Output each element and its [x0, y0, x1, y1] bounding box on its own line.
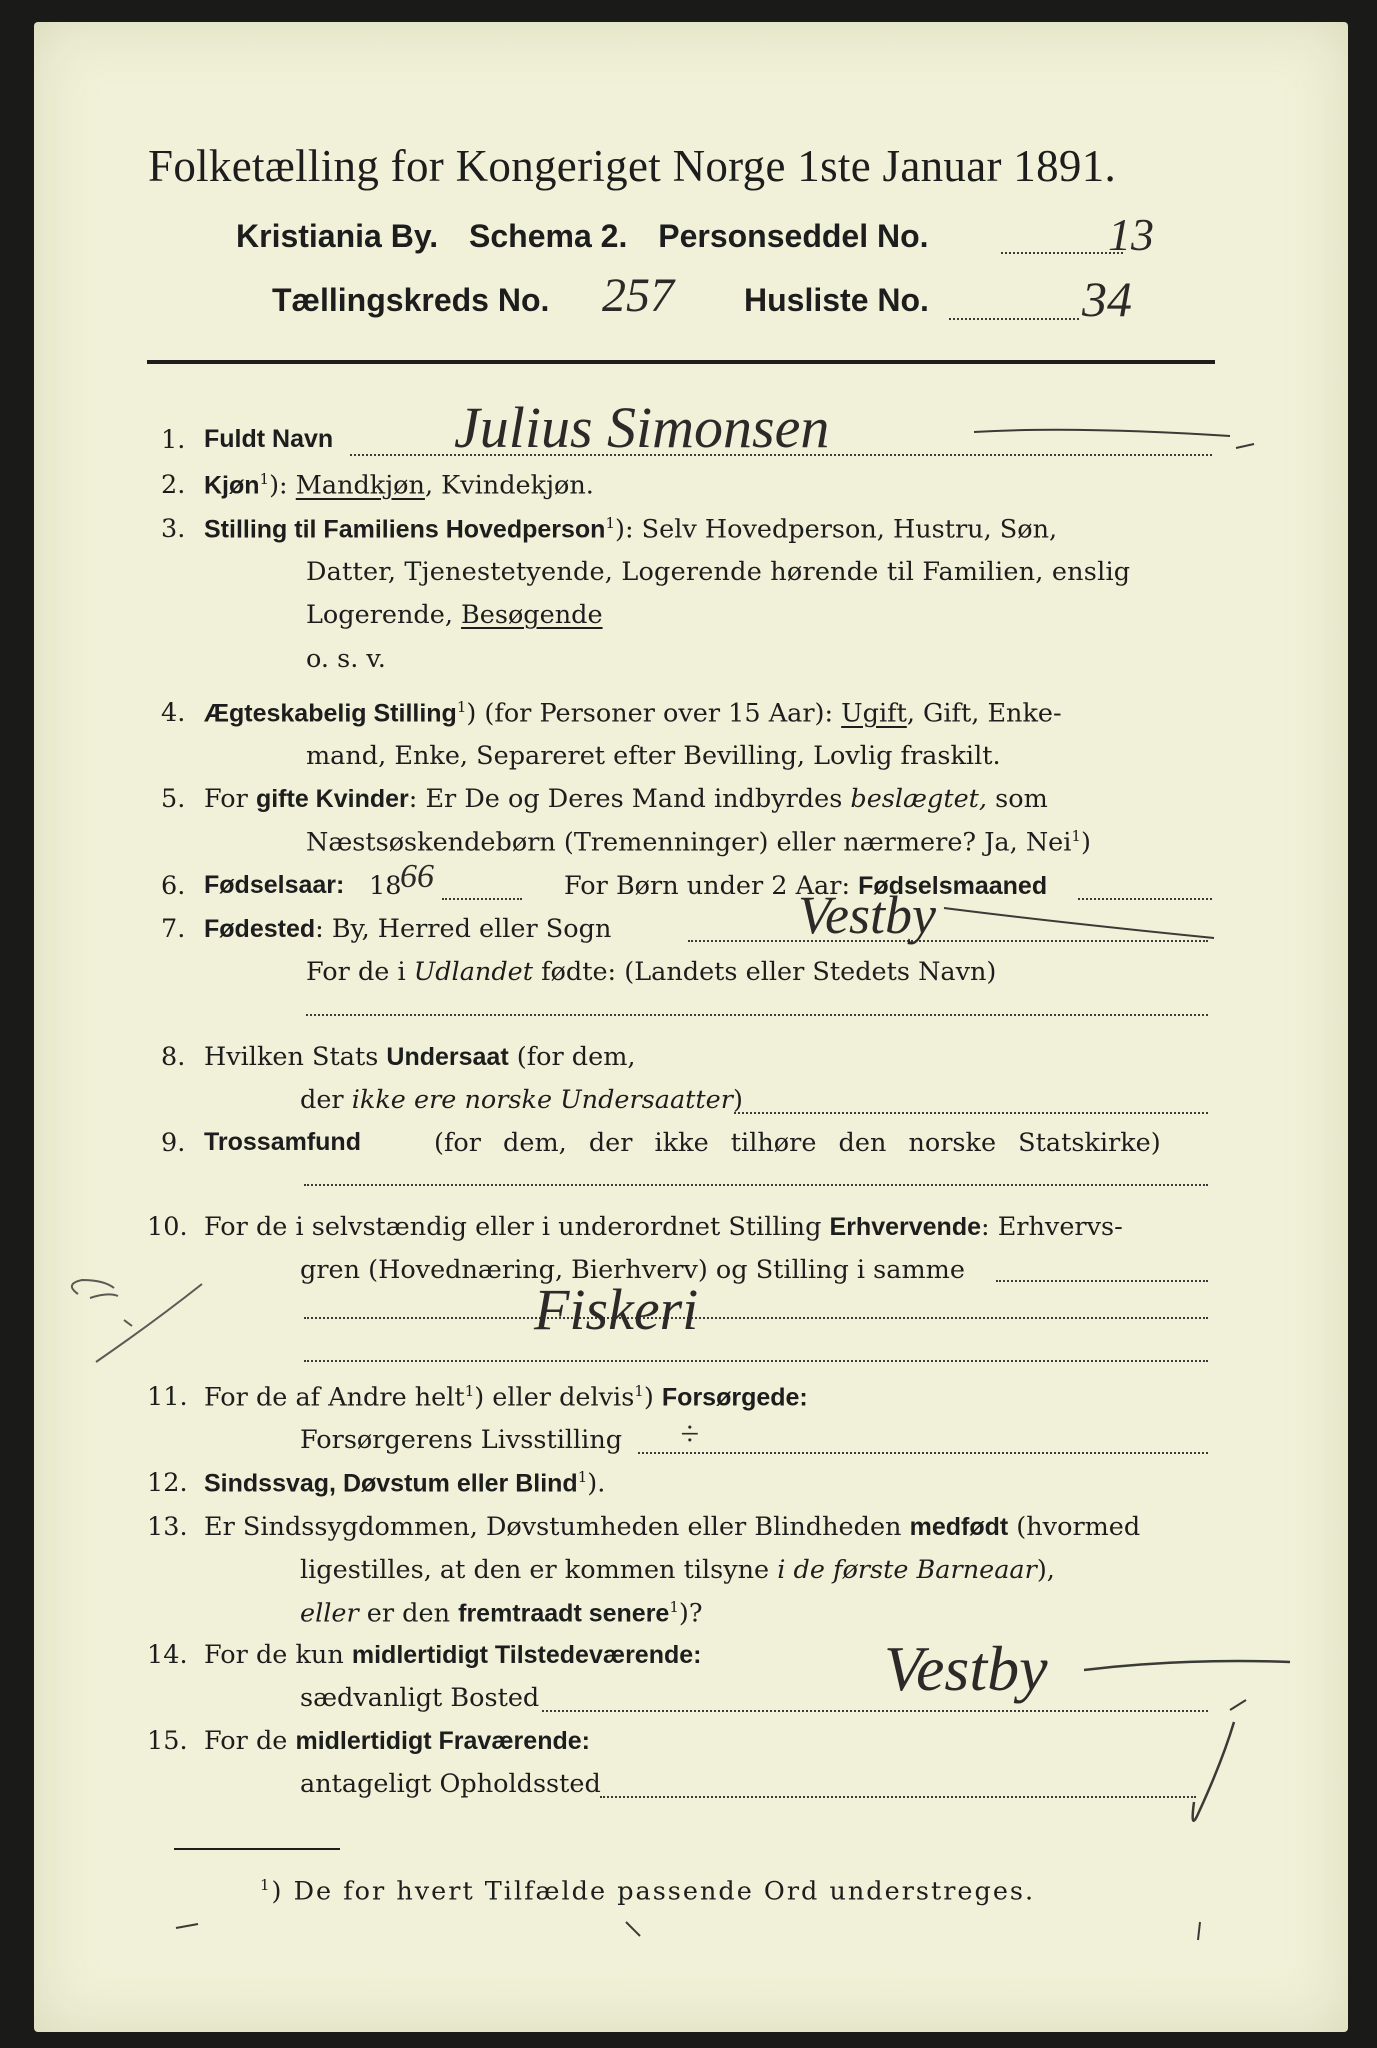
q5-label-pre: For — [204, 784, 256, 814]
q11-line2: Forsørgerens Livsstilling — [300, 1425, 623, 1455]
q14-flourish-stroke — [1084, 1661, 1290, 1670]
q11-footnote-ref-b: 1 — [634, 1382, 644, 1400]
q11-footnote-ref-a: 1 — [464, 1382, 475, 1400]
q12-label: Sindssvag, Døvstum eller Blind — [204, 1469, 578, 1498]
margin-slash-stroke — [96, 1284, 202, 1362]
q14-answer: Vestby — [884, 1633, 1048, 1704]
q13-label2: fremtraadt senere — [458, 1599, 670, 1628]
q11-label: Forsørgede: — [661, 1383, 808, 1412]
city-label: Kristiania By. — [236, 218, 439, 254]
q10-answer: Fiskeri — [534, 1277, 699, 1342]
q1-flourish-stroke — [974, 430, 1230, 436]
q8-line2-post: ) — [732, 1085, 743, 1115]
q7-line2-post: fødte: (Landets eller Stedets Navn) — [533, 957, 997, 987]
margin-dot-stroke — [124, 1320, 132, 1326]
form-title: Folketælling for Kongeriget Norge 1ste Januar 1891. — [148, 141, 1117, 191]
q8-label: Undersaat — [386, 1043, 509, 1071]
q14-line1-pre: For de kun — [204, 1640, 352, 1670]
footnote-ref: 1 — [260, 1876, 272, 1894]
q10-number: 10. — [147, 1212, 188, 1242]
q9-number: 9. — [161, 1128, 186, 1158]
q15-number: 15. — [147, 1726, 188, 1756]
q2-number: 2. — [161, 470, 186, 500]
q10-line2: gren (Hovednæring, Bierhverv) og Stilling i samme — [300, 1255, 965, 1285]
kreds-number: 257 — [602, 269, 674, 322]
q2-label: Kjøn — [204, 471, 260, 500]
q7-answer: Vestby — [798, 885, 936, 945]
q12-close: ). — [587, 1468, 606, 1499]
q8-line1-pre: Hvilken Stats — [204, 1042, 387, 1072]
q1-answer: Julius Simonsen — [454, 395, 830, 460]
q13-line2-italic: i de første Barneaar — [777, 1555, 1037, 1585]
personseddel-label: Personseddel No. — [658, 218, 929, 254]
q5-line1-post: som — [987, 784, 1048, 814]
q14-label: midlertidigt Tilstedeværende: — [351, 1641, 702, 1669]
q11-line1-mid: ) eller delvis — [474, 1382, 635, 1413]
q2-option-mandkjon: Mandkjøn — [295, 470, 425, 501]
q13-line3-mid: er den — [358, 1598, 459, 1629]
q13-line2-post: ), — [1036, 1555, 1055, 1585]
q13-number: 13. — [147, 1512, 188, 1542]
q2-footnote-ref: 1 — [259, 470, 270, 488]
q15-line1-pre: For de — [204, 1726, 296, 1756]
q3-option-besogende: Besøgende — [461, 600, 603, 630]
q15-label: midlertidigt Fraværende: — [295, 1727, 590, 1755]
q15-check-stroke — [1193, 1722, 1234, 1821]
q6-label: Fødselsaar: — [204, 871, 345, 899]
q8-line1-post: (for dem, — [508, 1042, 636, 1072]
q7-label: Fødested — [204, 915, 316, 943]
q11-line1-post: ) — [643, 1382, 662, 1413]
q15-line2: antageligt Opholdssted — [300, 1769, 601, 1799]
q6-label2: Fødselsmaaned — [858, 872, 1048, 900]
schema-label: Schema 2. — [469, 218, 628, 254]
q4-line1-mid: ) (for Personer over 15 Aar): — [466, 698, 842, 729]
q13-line1-post: (hvormed — [1008, 1512, 1141, 1542]
q7-line2-pre: For de i — [306, 957, 414, 987]
q6-mid-text: For Børn under 2 Aar: — [564, 871, 859, 901]
corner-tick-center — [626, 1922, 640, 1936]
q4-line1-post: , Gift, Enke- — [906, 698, 1062, 729]
q3-line1-text: ): Selv Hovedperson, Hustru, Søn, — [615, 514, 1058, 545]
q3-line4: o. s. v. — [306, 644, 386, 674]
q3-number: 3. — [161, 514, 186, 544]
margin-mark-stroke — [72, 1280, 118, 1298]
q10-label: Erhvervende — [829, 1213, 981, 1241]
q3-line3-pre: Logerende, — [306, 600, 462, 630]
q8-line2-italic: ikke ere norske Undersaatter — [351, 1085, 733, 1115]
q13-label: medfødt — [909, 1513, 1009, 1541]
q13-close: )? — [678, 1598, 703, 1629]
q5-line1-mid: : Er De og Deres Mand indbyrdes — [408, 784, 851, 814]
q14-tick-stroke — [1230, 1700, 1246, 1710]
q6-year-prefix: 18 — [369, 871, 402, 901]
q5-footnote-ref: 1 — [1071, 827, 1081, 845]
q4-footnote-ref: 1 — [456, 698, 467, 716]
q14-number: 14. — [147, 1640, 188, 1670]
q8-number: 8. — [161, 1042, 186, 1072]
q10-line1-post: : Erhvervs- — [981, 1212, 1123, 1242]
census-form-sheet — [34, 22, 1348, 2032]
personseddel-number: 13 — [1108, 209, 1154, 260]
q4-label: Ægteskabelig Stilling — [204, 699, 457, 728]
pen-strokes — [34, 22, 1348, 2032]
q9-text: (for dem, der ikke tilhøre den norske Statskirke) — [434, 1128, 1161, 1158]
q14-line2: sædvanligt Bosted — [300, 1683, 540, 1713]
q5-line2-text: Næstsøskendebørn (Tremenninger) eller nærmere? Ja, Nei — [306, 827, 1072, 858]
q12-number: 12. — [147, 1468, 188, 1498]
footnote-text: ) De for hvert Tilfælde passende Ord understreges. — [271, 1876, 1036, 1907]
q11-answer: ÷ — [680, 1416, 699, 1453]
q7-line1-text: : By, Herred eller Sogn — [315, 914, 612, 944]
q2-text-pre: ): — [269, 470, 288, 501]
q13-line3-italic: eller — [300, 1598, 359, 1629]
q13-line2-pre: ligestilles, at den er kommen tilsyne — [300, 1555, 778, 1585]
q11-line1-pre: For de af Andre helt — [204, 1382, 465, 1413]
kreds-label: Tællingskreds No. — [272, 282, 550, 318]
q1-number: 1. — [161, 425, 186, 455]
q13-footnote-ref: 1 — [669, 1598, 679, 1616]
q3-footnote-ref: 1 — [605, 514, 615, 532]
q4-option-ugift: Ugift — [841, 698, 907, 729]
q3-label: Stilling til Familiens Hovedperson — [204, 515, 606, 544]
q2-text-post: , Kvindekjøn. — [424, 470, 594, 501]
q12-footnote-ref: 1 — [577, 1468, 588, 1486]
q4-number: 4. — [161, 698, 186, 728]
q13-line1-pre: Er Sindssygdommen, Døvstumheden eller Blindheden — [204, 1512, 910, 1542]
corner-tick-right — [1198, 1922, 1200, 1940]
q1-tick-stroke — [1236, 444, 1254, 448]
q11-number: 11. — [147, 1382, 188, 1412]
q10-line1-pre: For de i selvstændig eller i underordnet Stilling — [204, 1212, 830, 1242]
q4-line2: mand, Enke, Separeret efter Bevilling, Lovlig fraskilt. — [306, 741, 1001, 771]
q5-label: gifte Kvinder — [255, 785, 409, 813]
q5-close: ) — [1080, 827, 1091, 858]
q3-line2: Datter, Tjenestetyende, Logerende hørende til Familien, enslig — [306, 557, 1131, 587]
husliste-number: 34 — [1082, 271, 1132, 327]
q7-udlandet: Udlandet — [413, 957, 533, 987]
q8-line2-pre: der — [300, 1085, 352, 1115]
q6-number: 6. — [161, 871, 186, 901]
q1-label: Fuldt Navn — [204, 425, 334, 453]
q5-beslaegtet: beslægtet, — [850, 784, 988, 814]
corner-tick-left — [176, 1924, 198, 1928]
husliste-label: Husliste No. — [744, 282, 929, 318]
q9-label: Trossamfund — [204, 1128, 361, 1156]
q7-flourish-stroke — [944, 908, 1214, 938]
q7-number: 7. — [161, 914, 186, 944]
q5-number: 5. — [161, 784, 186, 814]
q6-year-answer: 66 — [400, 858, 434, 895]
